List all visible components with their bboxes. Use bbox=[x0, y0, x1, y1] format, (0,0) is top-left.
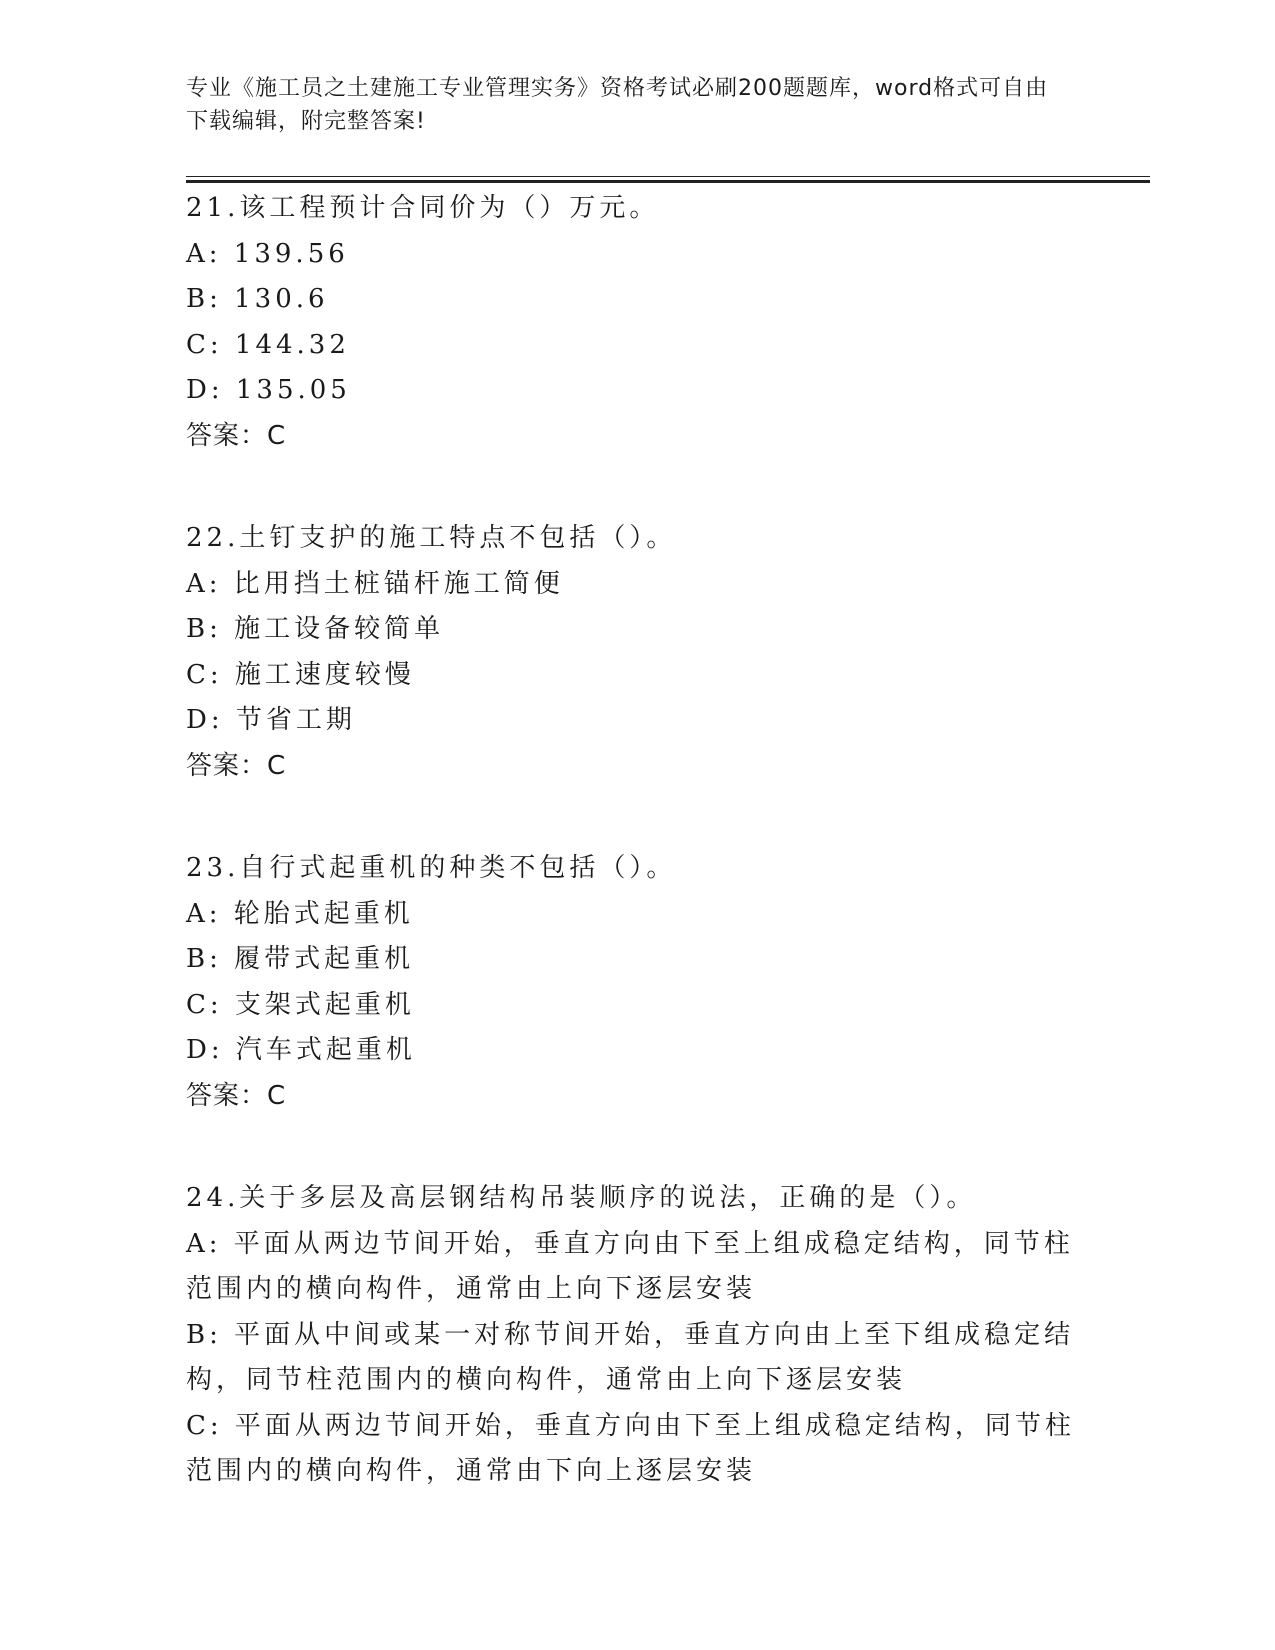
option-a: A: 比用挡土桩锚杆施工简便 bbox=[186, 568, 564, 599]
header-divider-thick bbox=[186, 180, 1150, 183]
header-divider-thin bbox=[186, 176, 1150, 177]
answer-line: 答案：C bbox=[186, 1080, 287, 1111]
option-c: C: 144.32 bbox=[186, 329, 350, 360]
answer-line: 答案：C bbox=[186, 750, 287, 781]
option-d: D: 汽车式起重机 bbox=[186, 1035, 416, 1065]
question-stem: 21.该工程预计合同价为（）万元。 bbox=[186, 193, 660, 223]
question-24 bbox=[186, 1176, 1086, 1495]
option-d: D: 节省工期 bbox=[186, 705, 356, 735]
option-b: B: 施工设备较简单 bbox=[186, 614, 445, 644]
option-a: A: 139.56 bbox=[186, 238, 349, 269]
question-22 bbox=[186, 516, 1086, 789]
option-c: C: 施工速度较慢 bbox=[186, 659, 415, 690]
option-a: A: 轮胎式起重机 bbox=[186, 898, 414, 929]
option-c: C: 支架式起重机 bbox=[186, 989, 415, 1020]
question-21 bbox=[186, 186, 1086, 459]
option-b: B: 履带式起重机 bbox=[186, 944, 415, 974]
option-c: C: 平面从两边节间开始，垂直方向由下至上组成稳定结构，同节柱范围内的横向构件，通常由下向上逐层安装 bbox=[186, 1410, 1075, 1486]
option-b: B: 130.6 bbox=[186, 284, 329, 314]
question-23 bbox=[186, 846, 1086, 1119]
option-a: A: 平面从两边节间开始，垂直方向由下至上组成稳定结构，同节柱范围内的横向构件，通常由上向下逐层安装 bbox=[186, 1228, 1074, 1304]
option-b: B: 平面从中间或某一对称节间开始，垂直方向由上至下组成稳定结构，同节柱范围内的横向构件，通常由上向下逐层安装 bbox=[186, 1319, 1075, 1395]
answer-line: 答案：C bbox=[186, 420, 287, 451]
question-stem: 24.关于多层及高层钢结构吊装顺序的说法，正确的是（）。 bbox=[186, 1183, 977, 1213]
question-stem: 22.土钉支护的施工特点不包括（）。 bbox=[186, 523, 677, 553]
option-d: D: 135.05 bbox=[186, 375, 351, 405]
question-list bbox=[186, 186, 1086, 1552]
question-stem: 23.自行式起重机的种类不包括（）。 bbox=[186, 853, 677, 883]
document-header: 专业《施工员之土建施工专业管理实务》资格考试必刷200题题库，word格式可自由下载编辑，附完整答案! bbox=[186, 76, 1049, 134]
